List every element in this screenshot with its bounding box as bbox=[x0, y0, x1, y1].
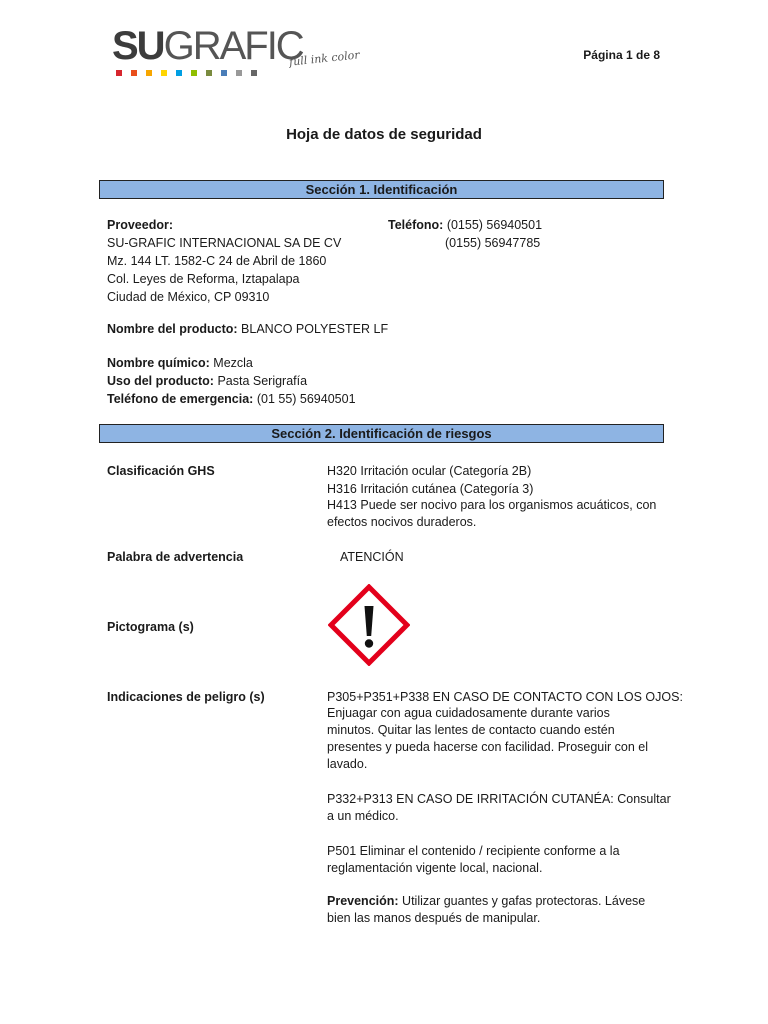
product-name-row bbox=[107, 320, 388, 338]
hazard-statements-label: Indicaciones de peligro (s) bbox=[107, 690, 265, 704]
ghs-line: H413 Puede ser nocivo para los organismos acuáticos, con bbox=[327, 498, 657, 512]
ghs-line: efectos nocivos duraderos. bbox=[327, 515, 477, 529]
page-number: Página 1 de 8 bbox=[583, 48, 660, 62]
ghs-line: H316 Irritación cutánea (Categoría 3) bbox=[327, 482, 534, 496]
phone-number-2: (0155) 56947785 bbox=[445, 236, 541, 250]
exclamation-hazard-icon bbox=[328, 584, 410, 666]
company-logo bbox=[112, 26, 303, 66]
supplier-label: Proveedor: bbox=[107, 218, 173, 232]
precaution-line: a un médico. bbox=[327, 809, 399, 823]
precaution-line: lavado. bbox=[327, 757, 368, 771]
precaution-line: P332+P313 EN CASO DE IRRITACIÓN CUTANÉA: Consultar bbox=[327, 792, 671, 806]
logo-tagline: full ink color bbox=[288, 48, 361, 69]
precaution-line: minutos. Quitar las lentes de contacto cuando estén bbox=[327, 723, 615, 737]
prevention-label: Prevención: bbox=[327, 894, 399, 908]
logo-dot bbox=[131, 70, 137, 76]
logo-bold-text: SU bbox=[112, 24, 164, 68]
product-name-label: Nombre del producto: bbox=[107, 322, 238, 336]
signal-word-label: Palabra de advertencia bbox=[107, 550, 244, 564]
logo-dot bbox=[191, 70, 197, 76]
logo-dot bbox=[116, 70, 122, 76]
product-name-value: BLANCO POLYESTER LF bbox=[241, 322, 389, 336]
signal-word-value: ATENCIÓN bbox=[340, 550, 404, 564]
precaution-line: P501 Eliminar el contenido / recipiente conforme a la bbox=[327, 844, 620, 858]
precaution-line: Enjuagar con agua cuidadosamente durante varios bbox=[327, 706, 610, 720]
logo-light-text: GRAFIC bbox=[163, 24, 303, 68]
product-use-value: Pasta Serigrafía bbox=[217, 374, 308, 388]
phone-label: Teléfono: bbox=[388, 218, 444, 232]
chemical-name-value: Mezcla bbox=[213, 356, 253, 370]
prevention-text-continued: bien las manos después de manipular. bbox=[327, 911, 541, 925]
logo-dot bbox=[176, 70, 182, 76]
precaution-line: presentes y pueda hacerse con facilidad. Proseguir con el bbox=[327, 740, 649, 754]
ghs-classification-label: Clasificación GHS bbox=[107, 464, 215, 478]
section-2-heading: Sección 2. Identificación de riesgos bbox=[99, 424, 664, 443]
supplier-line: Col. Leyes de Reforma, Iztapalapa bbox=[107, 272, 300, 286]
chemical-name-label: Nombre químico: bbox=[107, 356, 210, 370]
pictogram-label: Pictograma (s) bbox=[107, 620, 194, 634]
product-use-label: Uso del producto: bbox=[107, 374, 214, 388]
emergency-phone-value: (01 55) 56940501 bbox=[256, 392, 356, 406]
supplier-line: SU-GRAFIC INTERNACIONAL SA DE CV bbox=[107, 236, 342, 250]
supplier-line: Ciudad de México, CP 09310 bbox=[107, 290, 270, 304]
document-title: Hoja de datos de seguridad bbox=[286, 126, 482, 143]
prevention-row bbox=[327, 892, 645, 910]
logo-dot bbox=[251, 70, 257, 76]
ghs-line: H320 Irritación ocular (Categoría 2B) bbox=[327, 464, 532, 478]
logo-dot bbox=[236, 70, 242, 76]
product-use-row bbox=[107, 372, 307, 390]
chemical-name-row bbox=[107, 354, 253, 372]
logo-dot bbox=[206, 70, 212, 76]
logo-color-dots bbox=[116, 70, 257, 76]
precaution-line: P305+P351+P338 EN CASO DE CONTACTO CON LOS OJOS: bbox=[327, 690, 683, 704]
phone-number-1: (0155) 56940501 bbox=[446, 218, 543, 232]
precaution-line: reglamentación vigente local, nacional. bbox=[327, 861, 543, 875]
emergency-phone-label: Teléfono de emergencia: bbox=[107, 392, 254, 406]
prevention-text: Utilizar guantes y gafas protectoras. Lávese bbox=[402, 894, 646, 908]
logo-dot bbox=[161, 70, 167, 76]
logo-dot bbox=[146, 70, 152, 76]
logo-dot bbox=[221, 70, 227, 76]
emergency-phone-row bbox=[107, 390, 356, 408]
section-1-heading: Sección 1. Identificación bbox=[99, 180, 664, 199]
supplier-line: Mz. 144 LT. 1582-C 24 de Abril de 1860 bbox=[107, 254, 327, 268]
phone-row bbox=[388, 216, 542, 234]
